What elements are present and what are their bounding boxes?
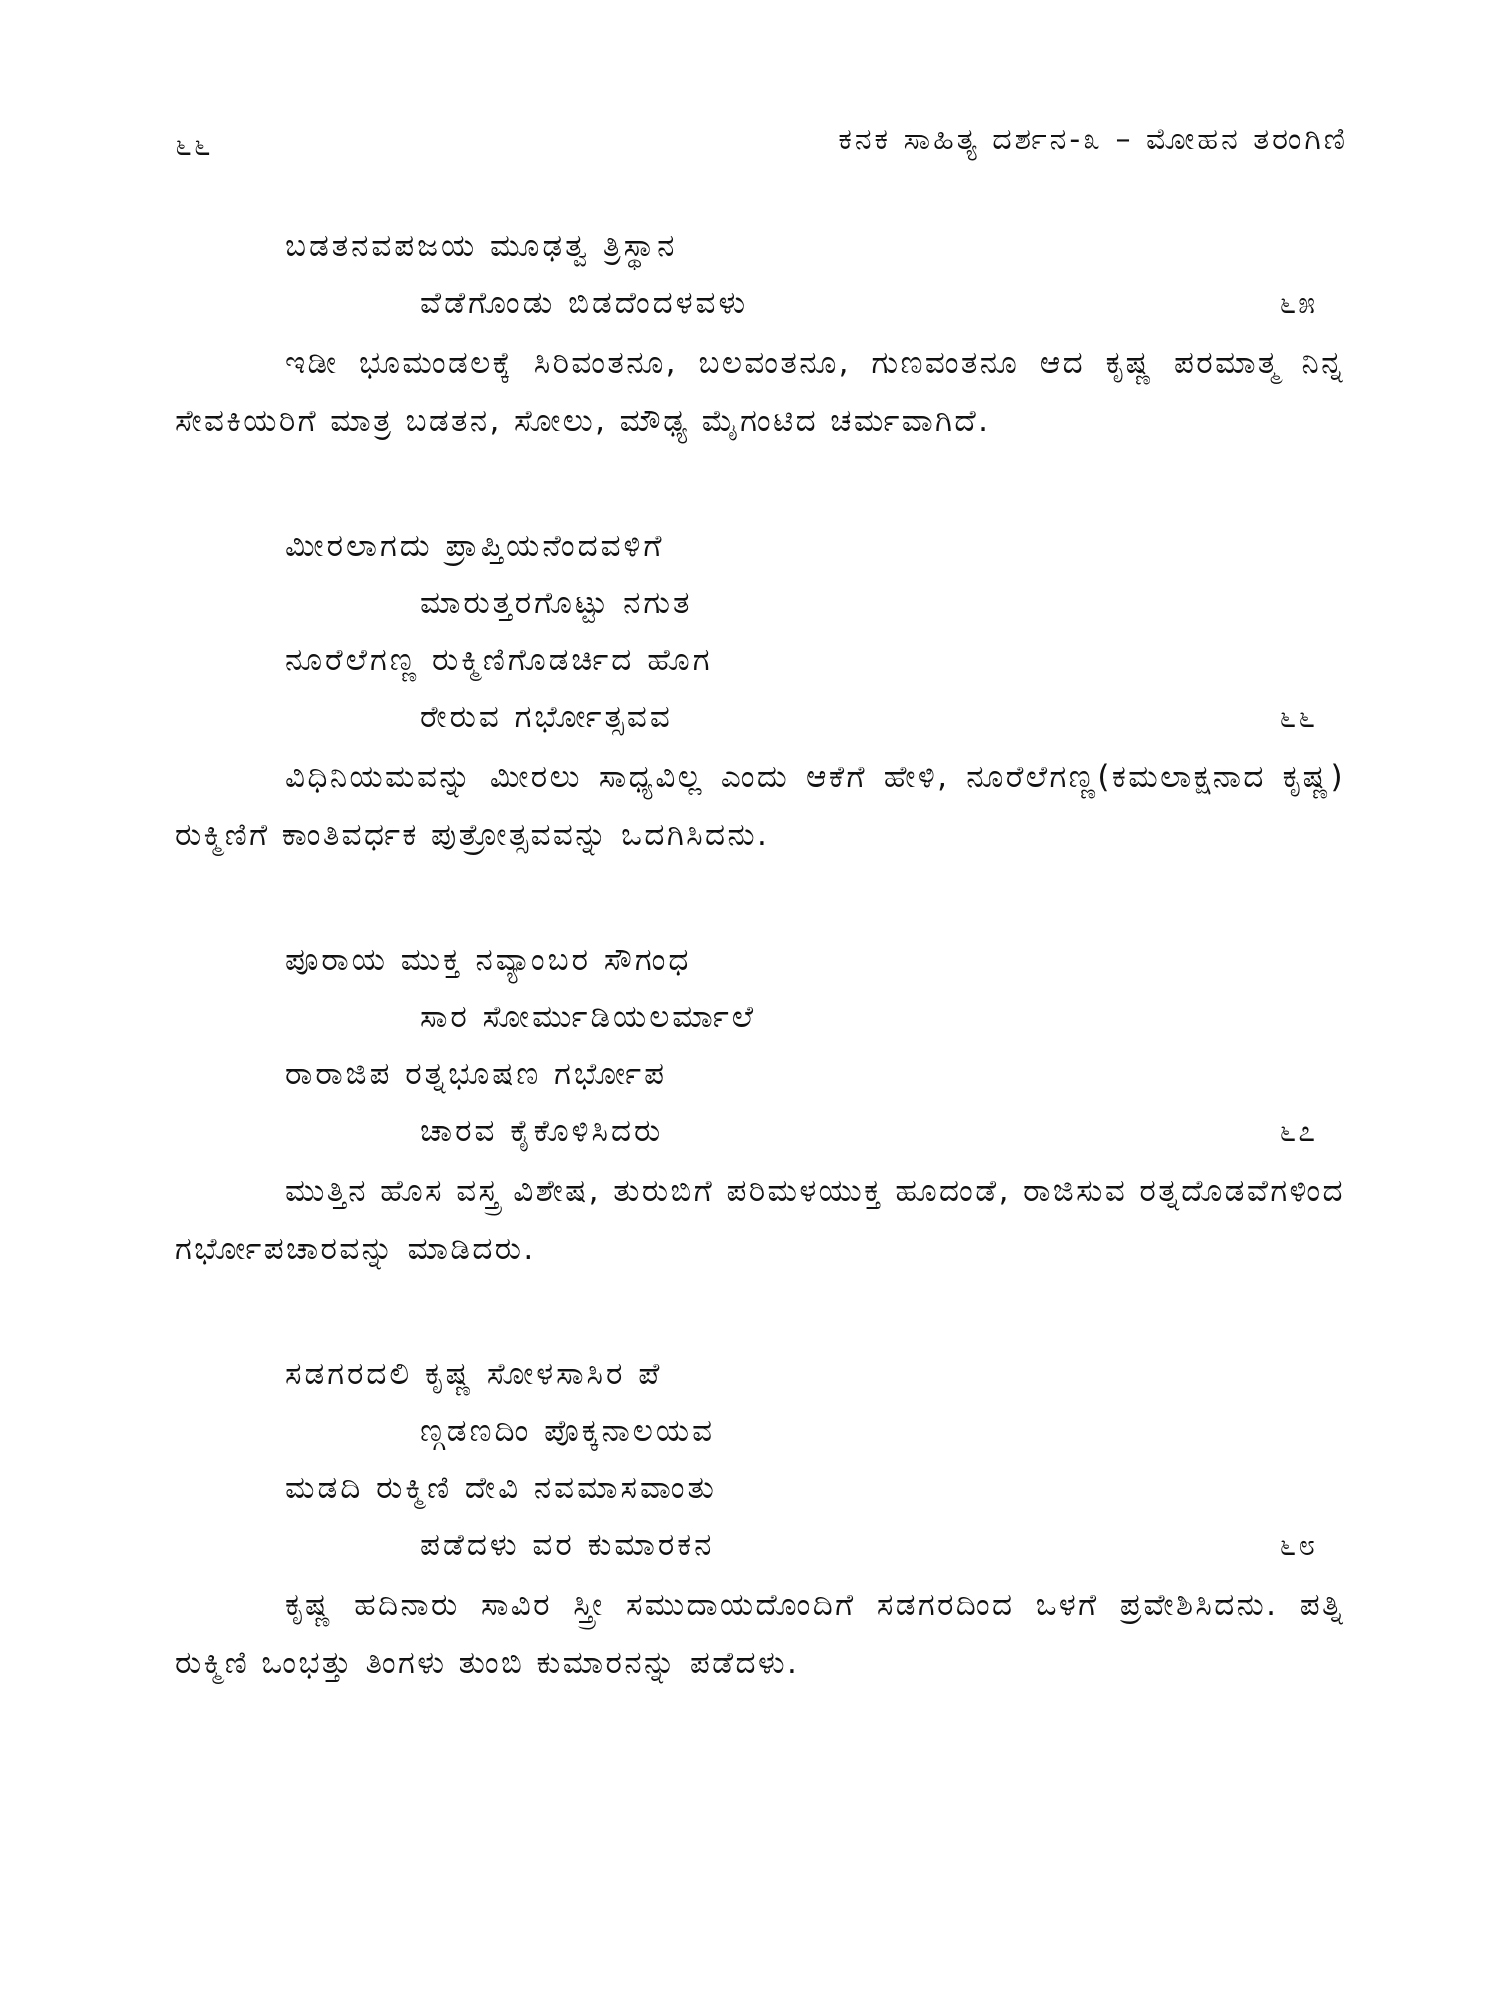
verse-line: ಮಡದಿ ರುಕ್ಮಿಣಿ ದೇವಿ ನವಮಾಸವಾಂತು — [285, 1470, 717, 1506]
verse-line — [175, 1103, 1345, 1160]
verse-stanza-65 — [175, 218, 1345, 332]
verse-line — [175, 1517, 1345, 1574]
running-head: ಕನಕ ಸಾಹಿತ್ಯ ದರ್ಶನ-೩ – ಮೋಹನ ತರಂಗಿಣಿ — [838, 122, 1348, 157]
verse-line: ನೂರೆಲೆಗಣ್ಣ ರುಕ್ಮಿಣಿಗೊಡರ್ಚಿದ ಹೊಗ — [285, 642, 713, 678]
verse-stanza-67 — [175, 932, 1345, 1160]
prose-commentary-65: ಇಡೀ ಭೂಮಂಡಲಕ್ಕೆ ಸಿರಿವಂತನೂ, ಬಲವಂತನೂ, ಗುಣವಂತನೂ ಆದ ಕೃಷ್ಣ ಪರಮಾತ್ಮ ನಿನ್ನ ಸೇವಕಿಯರಿಗೆ ಮಾತ್ರ ಬಡತನ, ಸೋಲು, ಮೌಢ್ಯ ಮೈಗಂಟಿದ ಚರ್ಮವಾಗಿದೆ. — [175, 345, 1345, 439]
verse-line: ಸಾರ ಸೋರ್ಮುಡಿಯಲರ್ಮಾಲೆ — [420, 999, 757, 1035]
verse-line: ಪೂರಾಯ ಮುಕ್ತ ನವ್ಯಾಂಬರ ಸೌಗಂಧ — [285, 942, 692, 978]
page-number: ೬೬ — [175, 128, 213, 163]
verse-line — [175, 689, 1345, 746]
verse-line: ಬಡತನವಪಜಯ ಮೂಢತ್ವ ತ್ರಿಸ್ಥಾನ — [285, 228, 678, 264]
verse-line: ಮೀರಲಾಗದು ಪ್ರಾಪ್ತಿಯನೆಂದವಳಿಗೆ — [285, 528, 665, 564]
verse-number: ೬೮ — [1279, 1528, 1317, 1563]
prose-commentary-67: ಮುತ್ತಿನ ಹೊಸ ವಸ್ತ್ರ ವಿಶೇಷ, ತುರುಬಿಗೆ ಪರಿಮಳಯುಕ್ತ ಹೂದಂಡೆ, ರಾಜಿಸುವ ರತ್ನದೊಡವೆಗಳಿಂದ ಗರ್ಭೋಪಚಾರವನ್ನು ಮಾಡಿದರು. — [175, 1173, 1345, 1267]
prose-commentary-68: ಕೃಷ್ಣ ಹದಿನಾರು ಸಾವಿರ ಸ್ತ್ರೀ ಸಮುದಾಯದೊಂದಿಗೆ ಸಡಗರದಿಂದ ಒಳಗೆ ಪ್ರವೇಶಿಸಿದನು. ಪತ್ನಿ ರುಕ್ಮಿಣಿ ಒಂಭತ್ತು ತಿಂಗಳು ತುಂಬಿ ಕುಮಾರನನ್ನು ಪಡೆದಳು. — [175, 1587, 1345, 1681]
verse-number: ೬೫ — [1279, 286, 1317, 321]
verse-line: ಣ್ಗಡಣದಿಂ ಪೊಕ್ಕನಾಲಯವ — [420, 1413, 715, 1449]
verse-line-text: ಪಡೆದಳು ವರ ಕುಮಾರಕನ — [420, 1527, 715, 1563]
prose-commentary-66: ವಿಧಿನಿಯಮವನ್ನು ಮೀರಲು ಸಾಧ್ಯವಿಲ್ಲ ಎಂದು ಆಕೆಗೆ ಹೇಳಿ, ನೂರೆಲೆಗಣ್ಣ(ಕಮಲಾಕ್ಷನಾದ ಕೃಷ್ಣ) ರುಕ್ಮಿಣಿಗೆ ಕಾಂತಿವರ್ಧಕ ಪುತ್ರೋತ್ಸವವನ್ನು ಒದಗಿಸಿದನು. — [175, 759, 1345, 853]
verse-number: ೬೭ — [1279, 1114, 1317, 1149]
verse-stanza-68 — [175, 1346, 1345, 1574]
verse-line: ಸಡಗರದಲಿ ಕೃಷ್ಣ ಸೋಳಸಾಸಿರ ಪೆ — [285, 1356, 663, 1392]
verse-number: ೬೬ — [1279, 700, 1317, 735]
verse-stanza-66 — [175, 518, 1345, 746]
verse-line-text: ವೆಡೆಗೊಂಡು ಬಿಡದೆಂದಳವಳು — [420, 285, 749, 321]
verse-line-text: ರೇರುವ ಗರ್ಭೋತ್ಸವವ — [420, 699, 673, 735]
verse-line-text: ಚಾರವ ಕೈಕೊಳಿಸಿದರು — [420, 1113, 664, 1149]
verse-line: ರಾರಾಜಿಪ ರತ್ನಭೂಷಣ ಗರ್ಭೋಪ — [285, 1056, 667, 1092]
verse-line: ಮಾರುತ್ತರಗೊಟ್ಟು ನಗುತ — [420, 585, 693, 621]
verse-line — [175, 275, 1345, 332]
page-body — [175, 218, 1345, 1692]
